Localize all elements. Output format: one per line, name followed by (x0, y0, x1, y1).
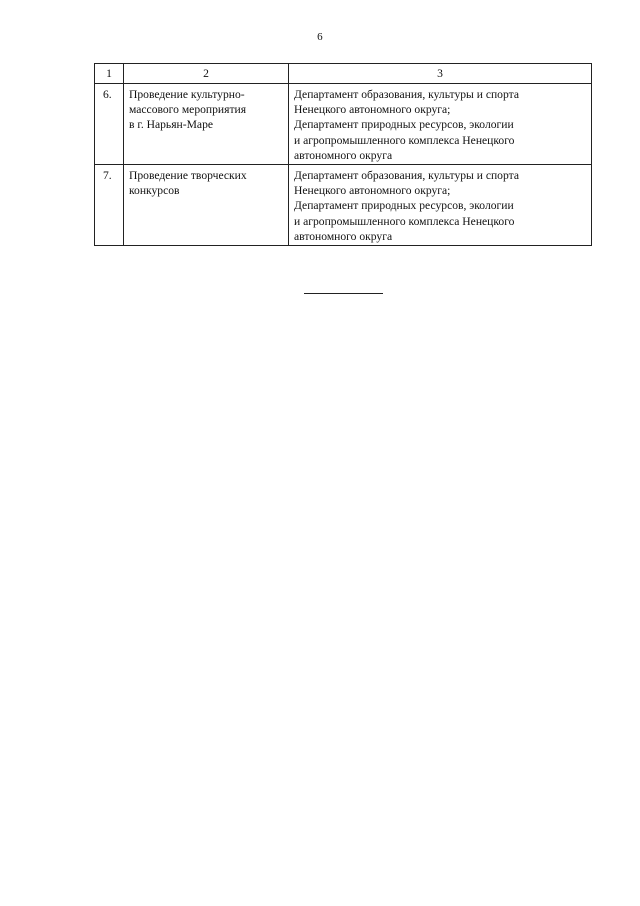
event-name-cell (124, 84, 289, 165)
page-number: 6 (317, 31, 323, 43)
department-line: автономного округа (294, 229, 393, 243)
department-line: Департамент природных ресурсов, экологии (294, 199, 514, 213)
table-header-row (95, 64, 592, 84)
event-name-line: в г. Нарьян-Маре (129, 118, 214, 132)
department-line: Департамент образования, культуры и спорта (294, 88, 519, 101)
event-name-line: конкурсов (129, 184, 180, 198)
table-row (95, 84, 592, 165)
responsible-department-cell (289, 84, 592, 165)
end-separator-line (304, 293, 383, 294)
department-line: автономного округа (294, 148, 393, 162)
event-name-line: массового мероприятия (129, 103, 247, 117)
responsible-department-cell (289, 165, 592, 246)
department-line: и агропромышленного комплекса Ненецкого (294, 214, 515, 228)
column-header-1: 1 (95, 64, 124, 84)
row-number: 6. (95, 84, 124, 165)
department-line: Ненецкого автономного округа; (294, 184, 451, 198)
event-name-line: Проведение культурно- (129, 88, 245, 101)
event-name-cell (124, 165, 289, 246)
department-line: Департамент природных ресурсов, экологии (294, 118, 514, 132)
column-header-2: 2 (124, 64, 289, 84)
row-number: 7. (95, 165, 124, 246)
column-header-3: 3 (289, 64, 592, 84)
table-row (95, 165, 592, 246)
department-line: и агропромышленного комплекса Ненецкого (294, 133, 515, 147)
department-line: Ненецкого автономного округа; (294, 103, 451, 117)
events-table (94, 63, 592, 246)
department-line: Департамент образования, культуры и спорта (294, 169, 519, 182)
event-name-line: Проведение творческих (129, 169, 247, 182)
